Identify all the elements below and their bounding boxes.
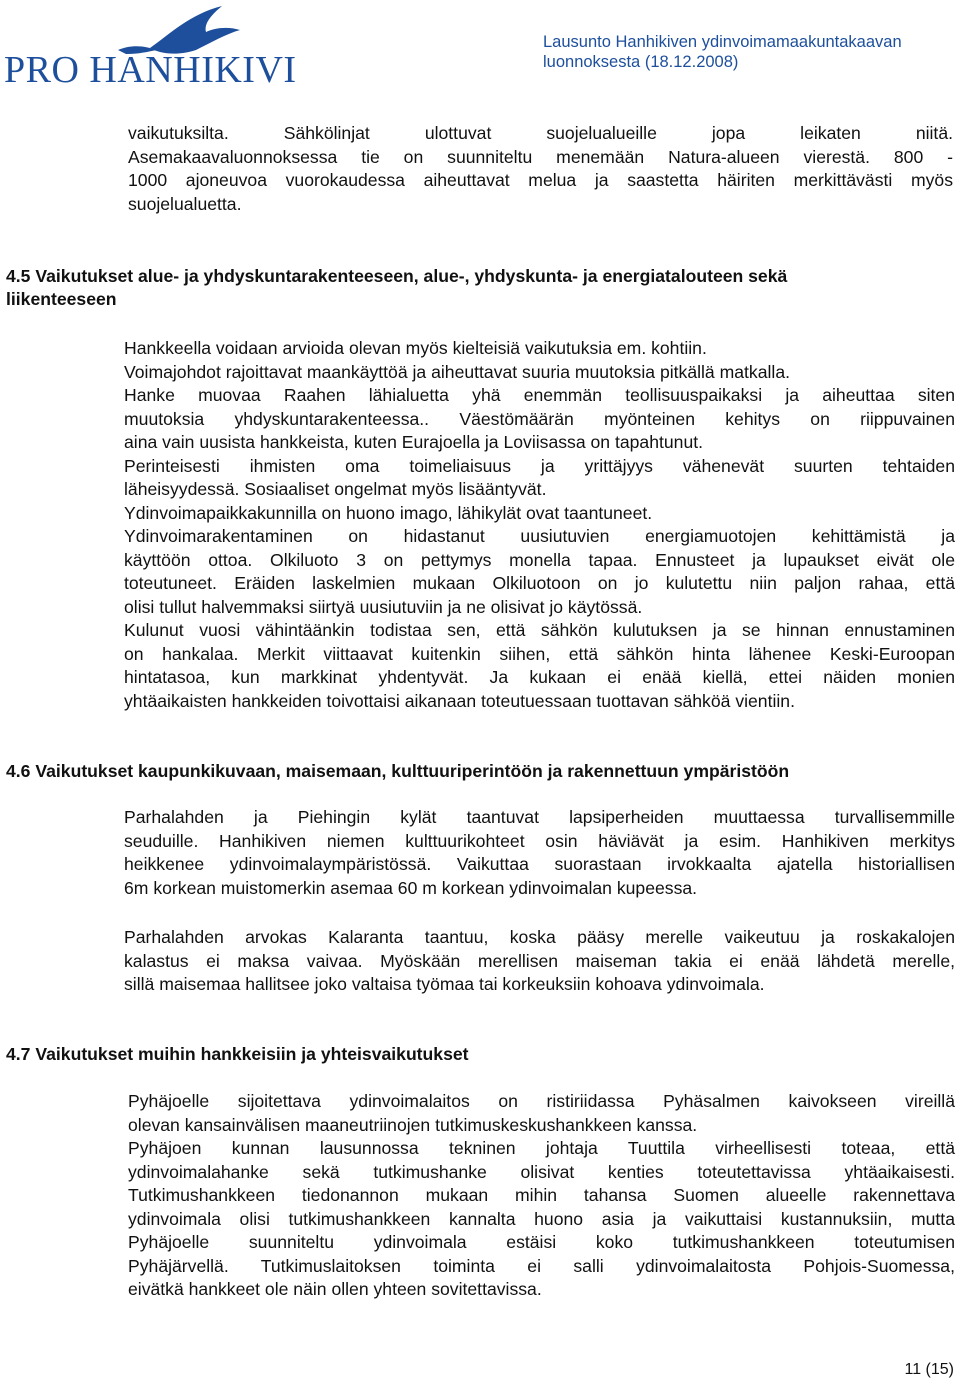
text-line: Parhalahden ja Piehingin kylät taantuvat lapsiperheiden muuttaessa turvallisemmille [124,807,955,827]
text-line: Hankkeella voidaan arvioida olevan myös kielteisiä vaikutuksia em. kohtiin. [124,338,707,358]
text-line: 1000 ajoneuvoa vuorokaudessa aiheuttavat melua ja saastetta häiriten merkittävästi myös [128,170,953,190]
text-line: 6m korkean muistomerkin asemaa 60 m korkean ydinvoimalan kupeessa. [124,877,698,898]
text-line: olevan kansainvälisen maaneutriinojen tutkimuskeskushankkeen kanssa. [128,1114,698,1135]
text-line: toteutuneet. Eräiden laskelmien mukaan Olkiluotoon on jo kulutettu niin paljon rahaa, että [124,573,955,593]
text-line: vaikutuksilta. Sähkölinjat ulottuvat suojelualueille jopa leikaten niitä. [128,123,953,143]
text-line: Tutkimushankkeen tiedonannon mukaan mihin tahansa Suomen alueelle rakennettava [128,1185,955,1205]
text-line: Kulunut vuosi vähintäänkin todistaa sen, että sähkön kulutuksen ja se hinnan ennustaminen [124,620,955,640]
text-line: hintatasoa, kun markkinat yhdentyvät. Ja kukaan ei enää kiellä, ettei näiden monien [124,667,955,687]
text-line: on hankalaa. Merkit viittaavat kuitenkin siihen, että sähkön hinta lähenee Keski-Euroopan [124,643,955,664]
text-line: käyttöön ottoa. Olkiluoto 3 on pettymys monella tapaa. Ennusteet ja lupaukset eivät ole [124,549,955,570]
section-4-7-body [128,1090,955,1302]
text-line: Ydinvoimapaikkakunnilla on huono imago, lähikylät ovat taantuneet. [124,502,653,523]
text-line: sillä maisemaa hallitsee joko valtaisa työmaa tai korkeuksiin kohoava ydinvoimala. [124,974,765,994]
text-line: muutoksia yhdyskuntarakenteessa.. Väestömäärän myönteinen kehitys on riippuvainen [124,408,955,429]
text-line: Voimajohdot rajoittavat maankäyttöä ja aiheuttavat suuria muutoksia pitkällä matkalla. [124,361,790,382]
logo-text: PRO HANHIKIVI [4,49,297,91]
text-line: kalastus ei maksa vaivaa. Myöskään merellisen maiseman takia ei enää lähdetä merelle, [124,950,955,971]
text-line: Hanke muovaa Raahen lähialuetta yhä enemmän teollisuuspaikaksi ja aiheuttaa siten [124,385,955,405]
section-4-7-heading: 4.7 Vaikutukset muihin hankkeisiin ja yhteisvaikutukset [6,1044,469,1064]
section-4-5-heading [6,265,787,311]
text-line: heikkenee ydinvoimalaympäristössä. Vaikuttaa suorastaan irvokkaalta ajatella historiallisen [124,854,955,874]
heading-line: liikenteeseen [6,289,117,309]
text-line: Pyhäjärvellä. Tutkimuslaitoksen toiminta ei salli ydinvoimalaitosta Pohjois-Suomessa, [128,1255,955,1276]
page-number: 11 (15) [904,1361,954,1378]
text-line: aina vain uusista hankkeista, kuten Eurajoella ja Loviisassa on tapahtunut. [124,432,704,452]
header-title-line1: Lausunto Hanhikiven ydinvoimamaakuntakaavan [543,33,902,51]
section-4-6-paragraph-1 [124,806,955,900]
text-line: Perinteisesti ihmisten oma toimeliaisuus ja yrittäjyys vähenevät suurten tehtaiden [124,455,955,476]
section-4-6-paragraph-2 [124,926,955,997]
section-4-5-body [124,337,955,713]
section-4-6-heading: 4.6 Vaikutukset kaupunkikuvaan, maisemaan, kulttuuriperintöön ja rakennettuun ympäristöön [6,761,790,781]
heading-line: 4.5 Vaikutukset alue- ja yhdyskuntarakenteeseen, alue-, yhdyskunta- ja energiatalouteen sekä [6,266,788,286]
text-line: yhtäaikaisten hankkeiden toivottaisi aikanaan toteutuessaan tuottavan sähköä vientiin. [124,690,795,711]
text-line: seuduille. Hanhikiven niemen kulttuurikohteet osin häviävät ja esim. Hanhikiven merkitys [124,830,955,851]
text-line: Pyhäjoelle sijoitettava ydinvoimalaitos on ristiriidassa Pyhäsalmen kaivokseen vireillä [128,1091,955,1111]
header-title-line2: luonnoksesta (18.12.2008) [543,53,739,71]
text-line: Pyhäjoelle suunniteltu ydinvoimala estäisi koko tutkimushankkeen toteutumisen [128,1232,955,1252]
document-header [543,32,902,72]
text-line: Pyhäjoen kunnan lausunnossa tekninen johtaja Tuuttila virheellisesti toteaa, että [128,1138,955,1158]
text-line: olisi tullut halvemmaksi siirtyä uusiutuviin ja ne olisivat jo käytössä. [124,596,643,617]
text-line: ydinvoimalahanke sekä tutkimushanke olisivat kenties toteutettavissa yhtäaikaisesti. [128,1161,955,1182]
text-line: Asemakaavaluonnoksessa tie on suunniteltu menemään Natura-alueen vierestä. 800 - [128,146,953,167]
intro-paragraph [128,122,953,216]
text-line: suojelualuetta. [128,193,242,214]
pro-hanhikivi-logo [0,4,312,90]
text-line: Ydinvoimarakentaminen on hidastanut uusiutuvien energiamuotojen kehittämistä ja [124,526,955,546]
text-line: eivätkä hankkeet ole näin ollen yhteen sovitettavissa. [128,1279,542,1299]
text-line: Parhalahden arvokas Kalaranta taantuu, koska pääsy merelle vaikeutuu ja roskakalojen [124,927,955,947]
text-line: läheisyydessä. Sosiaaliset ongelmat myös lisääntyvät. [124,479,547,499]
text-line: ydinvoimala olisi tutkimushankkeen kannalta huono asia ja vaikuttaisi kustannuksiin, mutta [128,1208,955,1229]
